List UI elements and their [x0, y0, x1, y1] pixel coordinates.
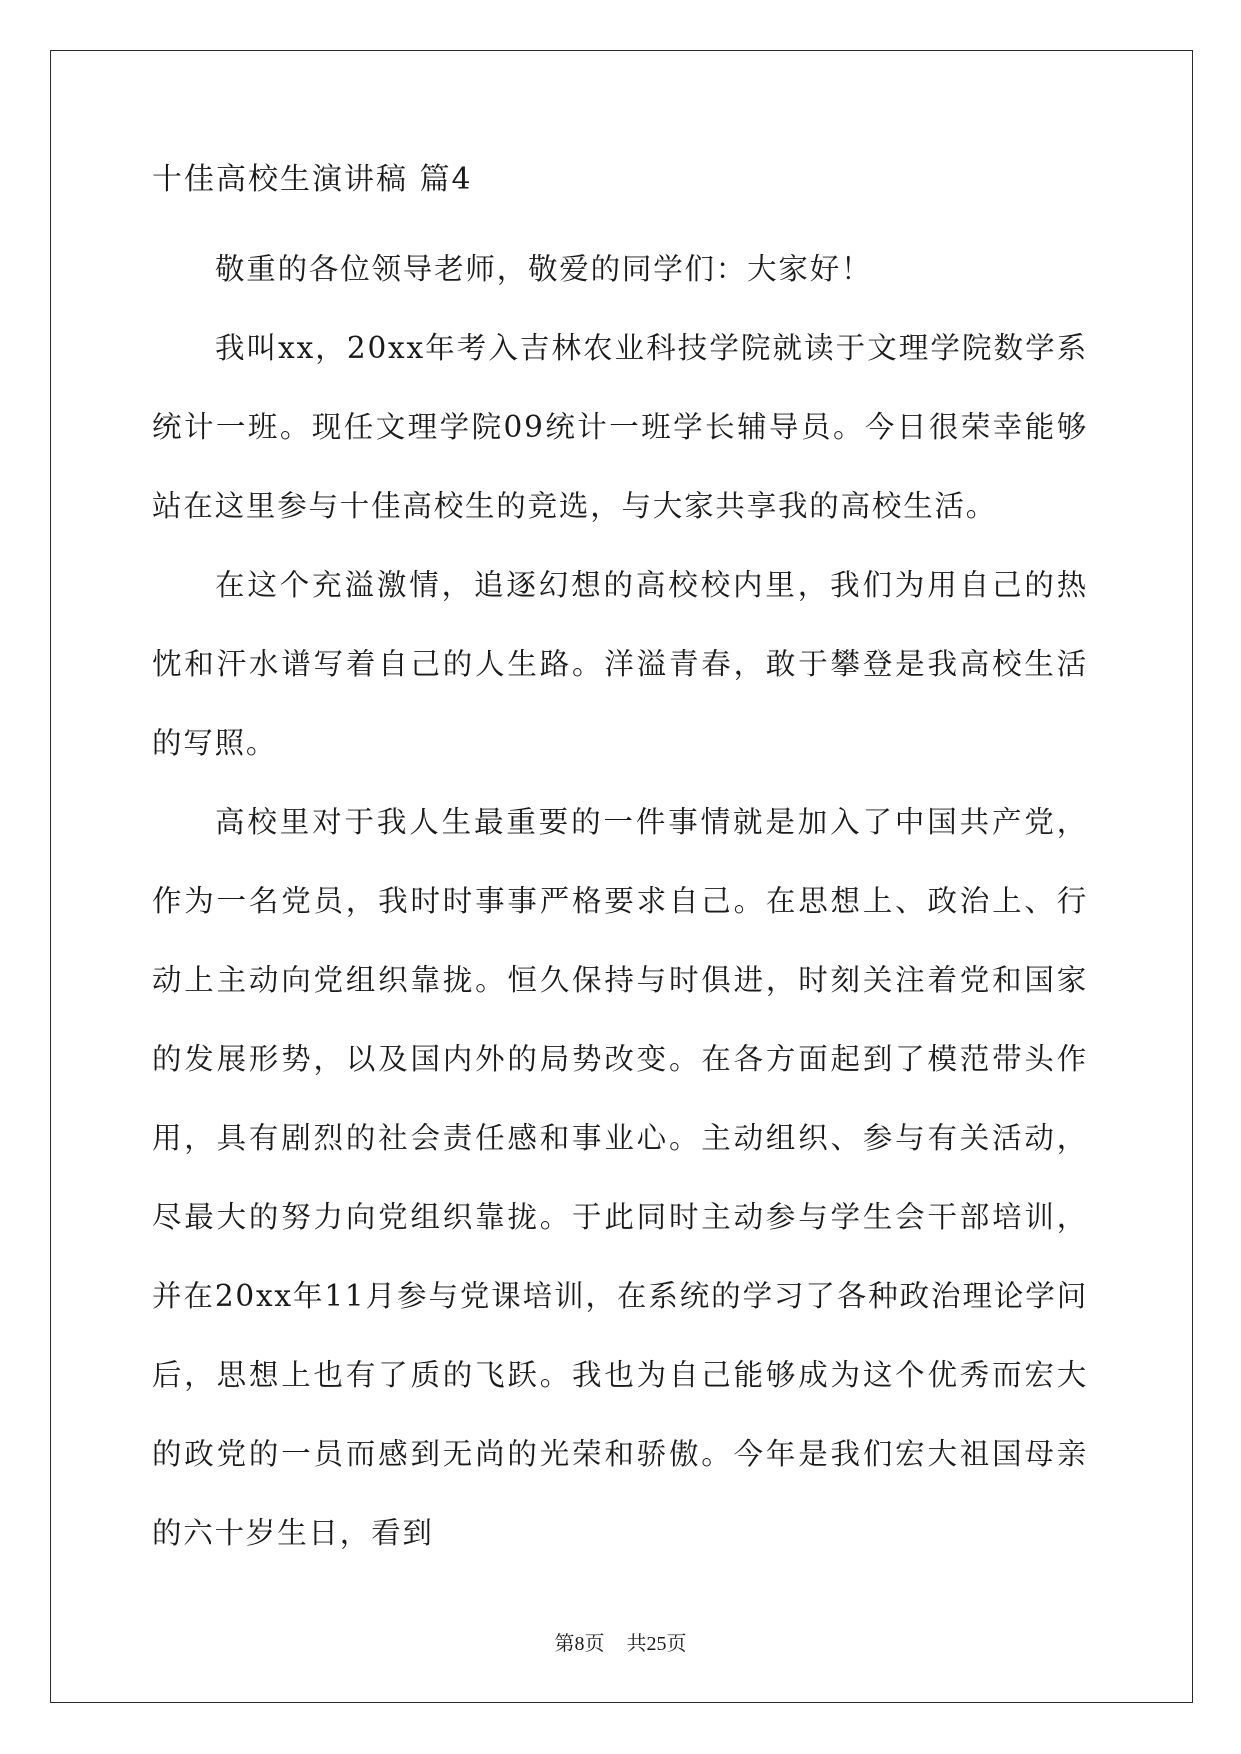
current-page-number: 8 — [574, 1633, 585, 1655]
total-page-count: 25 — [646, 1633, 667, 1655]
paragraph-greeting: 敬重的各位领导老师，敬爱的同学们：大家好！ — [215, 252, 873, 286]
total-suffix: 页 — [666, 1631, 687, 1655]
document-body — [152, 160, 1088, 1573]
paragraph-introduction: 我叫xx，20xx年考入吉林农业科技学院就读于文理学院数学系统计一班。现任文理学院09统计一班学长辅导员。今日很荣幸能够站在这里参与十佳高校生的竞选，与大家共享我的高校生活。 — [152, 331, 1088, 523]
paragraph-campus-life: 在这个充溢激情，追逐幻想的高校校内里，我们为用自己的热忱和汗水谱写着自己的人生路。洋溢青春，敢于攀登是我高校生活的写照。 — [152, 568, 1088, 760]
document-title: 十佳高校生演讲稿 篇4 — [152, 162, 473, 197]
page-prefix: 第 — [554, 1631, 575, 1655]
total-prefix: 共 — [626, 1631, 647, 1655]
page-footer — [0, 1630, 1241, 1657]
page-suffix: 页 — [584, 1631, 605, 1655]
paragraph-party-membership: 高校里对于我人生最重要的一件事情就是加入了中国共产党，作为一名党员，我时时事事严格要求自己。在思想上、政治上、行动上主动向党组织靠拢。恒久保持与时俱进，时刻关注着党和国家的发展形势，以及国内外的局势改变。在各方面起到了模范带头作用，具有剧烈的社会责任感和事业心。主动组织、参与有关活动，尽最大的努力向党组织靠拢。于此同时主动参与学生会干部培训，并在20xx年11月参与党课培训，在系统的学习了各种政治理论学问后，思想上也有了质的飞跃。我也为自己能够成为这个优秀而宏大的政党的一员而感到无尚的光荣和骄傲。今年是我们宏大祖国母亲的六十岁生日，看到 — [152, 805, 1088, 1550]
